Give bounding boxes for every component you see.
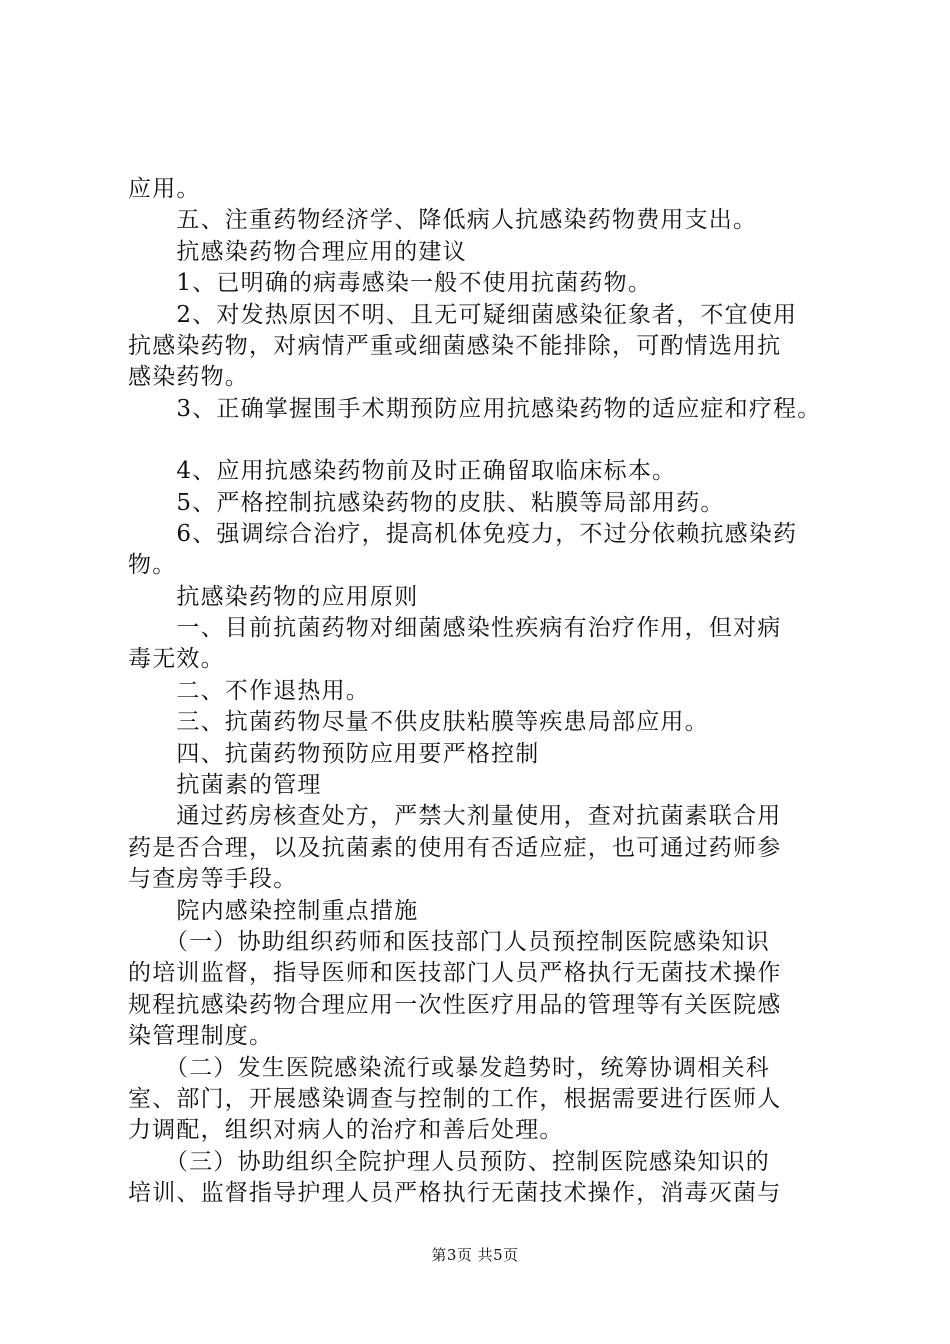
text-line: 3、正确掌握围手术期预防应用抗感染药物的适应症和疗程。 [128, 395, 822, 422]
text-line: 力调配，组织对病人的治疗和善后处理。 [128, 1117, 564, 1144]
page-number-footer: 第3页 共5页 [431, 1246, 519, 1264]
text-line: 五、注重药物经济学、降低病人抗感染药物费用支出。 [128, 207, 758, 234]
text-line: 规程抗感染药物合理应用一次性医疗用品的管理等有关医院感 [128, 991, 782, 1018]
blank-line [128, 425, 848, 456]
text-line: 感染药物。 [128, 364, 249, 391]
text-line: 的培训监督，指导医师和医技部门人员严格执行无菌技术操作 [128, 960, 782, 987]
text-line: 染管理制度。 [128, 1023, 274, 1050]
text-line: （一）协助组织药师和医技部门人员预控制医院感染知识 [128, 928, 770, 955]
document-body [128, 174, 848, 1210]
section-heading: 抗感染药物合理应用的建议 [128, 238, 467, 265]
text-line: 与查房等手段。 [128, 866, 298, 893]
section-heading: 抗感染药物的应用原则 [128, 583, 419, 610]
section-heading: 抗菌素的管理 [128, 772, 322, 799]
text-line: 抗感染药物，对病情严重或细菌感染不能排除，可酌情选用抗 [128, 332, 782, 359]
section-heading: 院内感染控制重点措施 [128, 897, 419, 924]
text-line: 毒无效。 [128, 646, 225, 673]
text-line: 1、已明确的病毒感染一般不使用抗菌药物。 [128, 270, 653, 297]
text-line: 2、对发热原因不明、且无可疑细菌感染征象者，不宜使用 [128, 301, 798, 328]
text-line: 4、应用抗感染药物前及时正确留取临床标本。 [128, 458, 677, 485]
text-line: 三、抗菌药物尽量不供皮肤粘膜等疾患局部应用。 [128, 709, 709, 736]
text-line: （三）协助组织全院护理人员预防、控制医院感染知识的 [128, 1148, 770, 1175]
text-line: 应用。 [128, 176, 201, 202]
text-line: 四、抗菌药物预防应用要严格控制 [128, 740, 540, 767]
text-line: 培训、监督指导护理人员严格执行无菌技术操作，消毒灭菌与 [128, 1180, 782, 1207]
text-line: 6、强调综合治疗，提高机体免疫力，不过分依赖抗感染药 [128, 520, 798, 547]
text-line: 室、部门，开展感染调查与控制的工作，根据需要进行医师人 [128, 1085, 782, 1112]
text-line: 二、不作退热用。 [128, 677, 370, 704]
text-line: 通过药房核查处方，严禁大剂量使用，查对抗菌素联合用 [128, 803, 782, 830]
text-line: 物。 [128, 552, 177, 579]
text-line: （二）发生医院感染流行或暴发趋势时，统筹协调相关科 [128, 1054, 770, 1081]
text-line: 5、严格控制抗感染药物的皮肤、粘膜等局部用药。 [128, 489, 725, 516]
text-line: 一、目前抗菌药物对细菌感染性疾病有治疗作用，但对病 [128, 615, 782, 642]
text-line: 药是否合理，以及抗菌素的使用有否适应症，也可通过药师参 [128, 834, 782, 861]
